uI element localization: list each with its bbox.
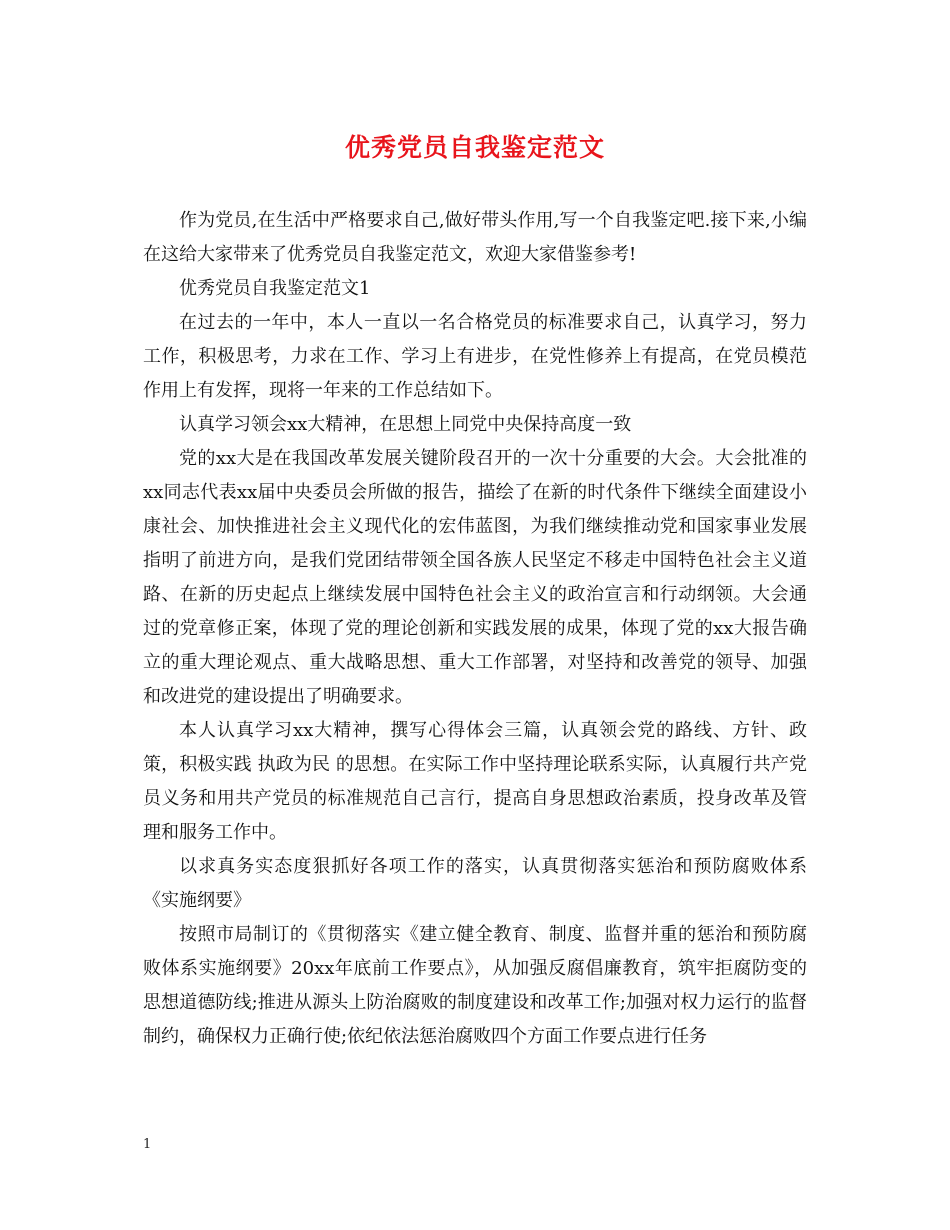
- document-body: [143, 204, 807, 1054]
- paragraph-intro: 作为党员,在生活中严格要求自己,做好带头作用,写一个自我鉴定吧.接下来,小编在这给大家带来了优秀党员自我鉴定范文，欢迎大家借鉴参考!: [143, 210, 807, 265]
- paragraph-study-heading: 认真学习领会xx大精神，在思想上同党中央保持高度一致: [179, 414, 632, 435]
- paragraph-anti-corruption: 按照市局制订的《贯彻落实《建立健全教育、制度、监督并重的惩治和预防腐败体系实施纲要》20xx年底前工作要点》，从加强反腐倡廉教育，筑牢拒腐防变的思想道德防线;推进从源头上防治腐败的制度建设和改革工作;加强对权力运行的监督制约，确保权力正确行使;依纪依法惩治腐败四个方面工作要点进行任务: [143, 924, 807, 1047]
- page-number: 1: [143, 1137, 152, 1152]
- paragraph-section-heading: 优秀党员自我鉴定范文1: [179, 278, 371, 299]
- document-title: 优秀党员自我鉴定范文: [344, 133, 605, 162]
- paragraph-summary: 在过去的一年中，本人一直以一名合格党员的标准要求自己，认真学习，努力工作，积极思考，力求在工作、学习上有进步，在党性修养上有提高，在党员模范作用上有发挥，现将一年来的工作总结如下。: [143, 312, 807, 401]
- paragraph-work-heading: 以求真务实态度狠抓好各项工作的落实，认真贯彻落实惩治和预防腐败体系《实施纲要》: [143, 856, 807, 911]
- paragraph-personal-study: 本人认真学习xx大精神，撰写心得体会三篇，认真领会党的路线、方针、政策，积极实践 执政为民 的思想。在实际工作中坚持理论联系实际，认真履行共产党员义务和用共产党员的标准规范自己言行，提高自身思想政治素质，投身改革及管理和服务工作中。: [143, 720, 807, 843]
- paragraph-congress: 党的xx大是在我国改革发展关键阶段召开的一次十分重要的大会。大会批准的xx同志代表xx届中央委员会所做的报告，描绘了在新的时代条件下继续全面建设小康社会、加快推进社会主义现代化的宏伟蓝图，为我们继续推动党和国家事业发展指明了前进方向，是我们党团结带领全国各族人民坚定不移走中国特色社会主义道路、在新的历史起点上继续发展中国特色社会主义的政治宣言和行动纲领。大会通过的党章修正案，体现了党的理论创新和实践发展的成果，体现了党的xx大报告确立的重大理论观点、重大战略思想、重大工作部署，对坚持和改善党的领导、加强和改进党的建设提出了明确要求。: [143, 448, 807, 707]
